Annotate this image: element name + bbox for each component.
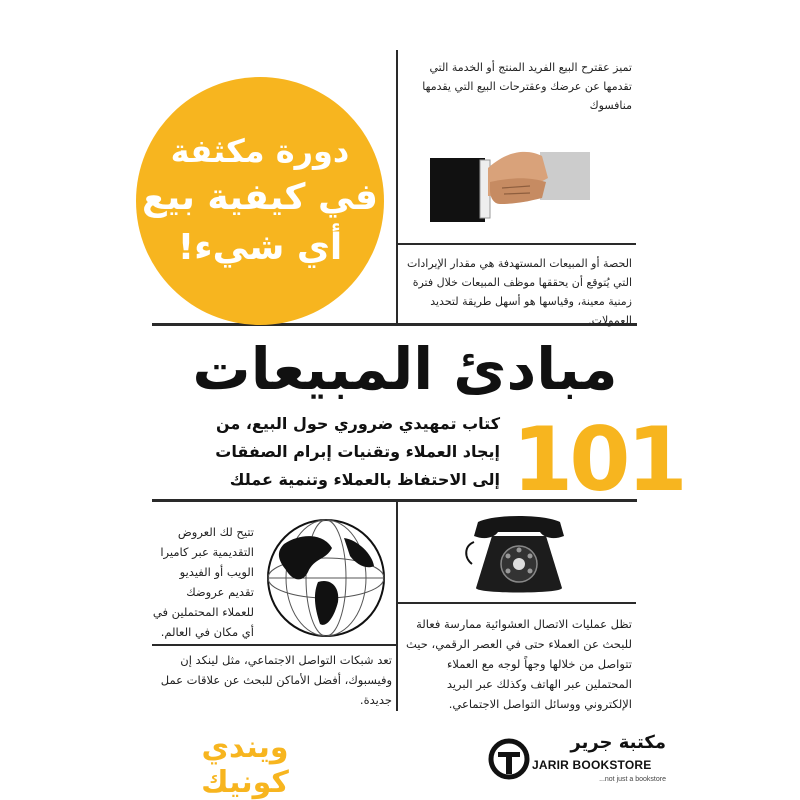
- book-description: [170, 410, 500, 494]
- publisher-arabic-name: مكتبة جرير: [570, 732, 666, 753]
- globe-icon: [262, 514, 390, 642]
- telephone-icon: [464, 514, 574, 598]
- bottom-right-horizontal-divider: [398, 602, 636, 604]
- badge-line-2: في كيفية بيع: [142, 177, 378, 218]
- description-line-3: إلى الاحتفاظ بالعملاء وتنمية عملك: [229, 470, 500, 489]
- author-name: ويندي كونيك: [201, 730, 289, 800]
- mid-right-caption: الحصة أو المبيعات المستهدفة هي مقدار الإيرادات التي يُتوقع أن يحققها موظف المبيعات خلال فترة زمنية معينة، وقياسها هو أسهل طريقة لتحديد العمولات.: [406, 257, 632, 327]
- description-line-1: كتاب تمهيدي ضروري حول البيع، من: [215, 414, 500, 433]
- promo-badge: [136, 77, 384, 325]
- bottom-vertical-divider: [396, 501, 398, 711]
- publisher-tagline: ...not just a bookstore: [599, 776, 666, 783]
- bottom-right-caption: تظل عمليات الاتصال العشوائية ممارسة فعالة للبحث عن العملاء حتى في العصر الرقمي، حيث تتواصل من خلالها وجهاً لوجه مع العملاء المحتملين عبر الهاتف وكذلك عبر البريد الإلكتروني ووسائل التواصل الاجتماعي.: [405, 617, 632, 711]
- badge-line-3: أي شيء!: [177, 227, 343, 268]
- top-right-caption: تميز عقترح البيع الفريد المنتج أو الخدمة التي تقدمها عن عرضك وعقترحات البيع التي يقدمها منافسوك: [422, 61, 632, 112]
- description-line-2: إيجاد العملاء وتقنيات إبرام الصفقات: [215, 442, 500, 461]
- book-title: مبادئ المبيعات: [192, 335, 618, 403]
- bottom-left-horizontal-divider: [152, 644, 396, 646]
- jarir-logo-mark-icon: [488, 738, 530, 780]
- publisher-logo: [488, 732, 668, 792]
- mid-right-horizontal-divider: [398, 243, 636, 245]
- handshake-icon: [430, 138, 590, 228]
- top-left-vertical-divider: [396, 50, 398, 324]
- publisher-english-name: JARIR BOOKSTORE: [532, 758, 652, 772]
- bottom-left-caption: تعد شبكات التواصل الاجتماعي، مثل لينكد إن وفيسبوك، أفضل الأماكن للبحث عن علاقات عمل جديدة.: [160, 653, 392, 707]
- badge-line-1: دورة مكثفة: [170, 132, 350, 170]
- left-lower-caption: تتيح لك العروض التقديمية عبر كاميرا الويب أو الفيديو تقديم عروضك للعملاء المحتملين في أي مكان في العالم.: [152, 525, 254, 639]
- course-number: 101: [512, 408, 684, 511]
